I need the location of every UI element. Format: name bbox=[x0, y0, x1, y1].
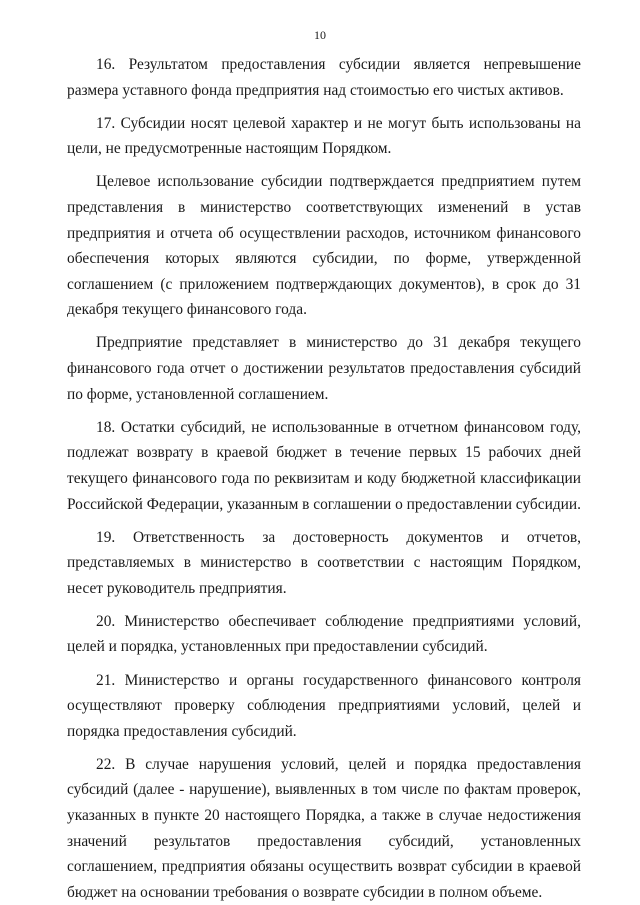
paragraph-17-target-use: Целевое использование субсидии подтверждается предприятием путем представления в министерство соответствующих изменений в устав предприятия и отчета об осуществлении расходов, источником финансового обеспечения которых являются субсидии, по форме, утвержденной соглашением (с приложением подтверждающих документов), в срок до 31 декабря текущего финансового года. bbox=[67, 173, 581, 319]
document-body bbox=[67, 52, 581, 905]
paragraph-20: 20. Министерство обеспечивает соблюдение предприятиями условий, целей и порядка, установленных при предоставлении субсидий. bbox=[67, 612, 581, 656]
paragraph-21: 21. Министерство и органы государственного финансового контроля осуществляют проверку соблюдения предприятиями условий, целей и порядка предоставления субсидий. bbox=[67, 671, 581, 740]
paragraph-16: 16. Результатом предоставления субсидии является непревышение размера уставного фонда предприятия над стоимостью его чистых активов. bbox=[67, 56, 581, 99]
paragraph-22: 22. В случае нарушения условий, целей и порядка предоставления субсидий (далее - нарушение), выявленных в том числе по фактам проверок, указанных в пункте 20 настоящего Порядка, а также в случае недостижения значений результатов предоставления субсидий, установленных соглашением, предприятия обязаны осуществить возврат субсидии в краевой бюджет на основании требования о возврате субсидии в полном объеме. bbox=[67, 755, 581, 901]
page-number: 10 bbox=[314, 28, 326, 42]
paragraph-17: 17. Субсидии носят целевой характер и не могут быть использованы на цели, не предусмотренные настоящим Порядком. bbox=[67, 114, 581, 158]
paragraph-19: 19. Ответственность за достоверность документов и отчетов, представляемых в министерство в соответствии с настоящим Порядком, несет руководитель предприятия. bbox=[67, 528, 581, 597]
paragraph-18: 18. Остатки субсидий, не использованные в отчетном финансовом году, подлежат возврату в краевой бюджет в течение первых 15 рабочих дней текущего финансового года по реквизитам и коду бюджетной классификации Российской Федерации, указанным в соглашении о предоставлении субсидии. bbox=[67, 418, 581, 513]
paragraph-17-report: Предприятие представляет в министерство до 31 декабря текущего финансового года отчет о достижении результатов предоставления субсидий по форме, установленной соглашением. bbox=[67, 334, 581, 403]
